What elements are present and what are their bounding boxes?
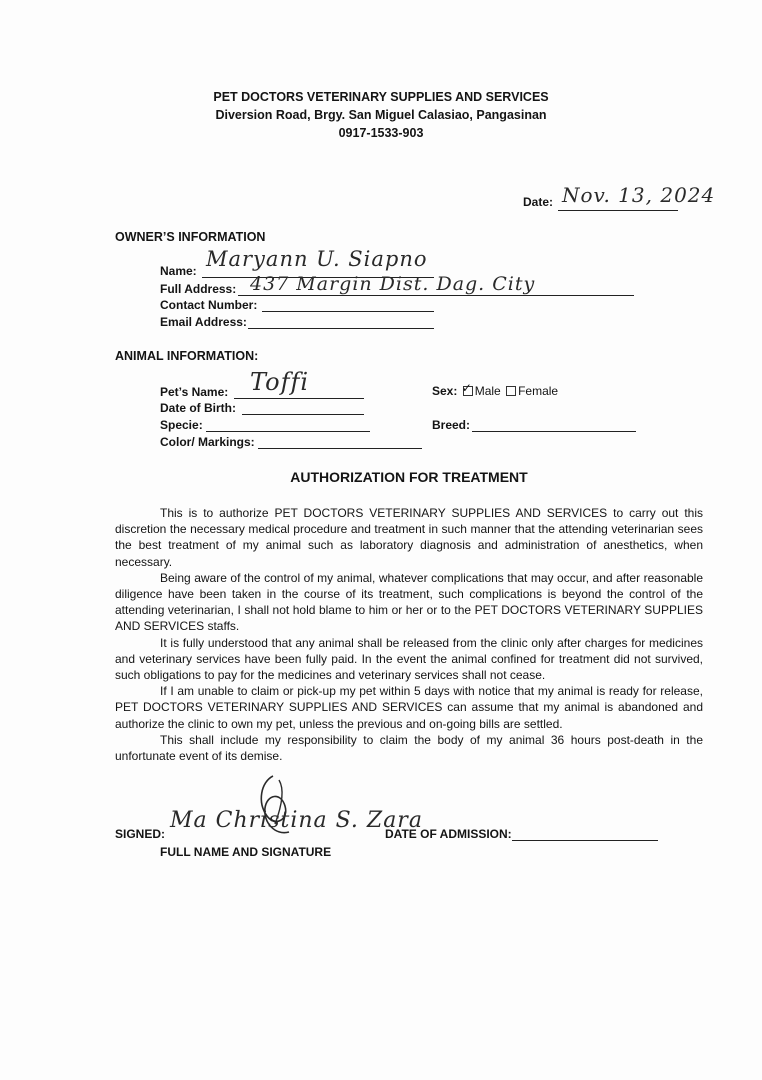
authorization-paragraph: If I am unable to claim or pick-up my pet within 5 days with notice that my animal is ready for release, PET DOCTORS VETERINARY SUPPLIES AND SERVICES can assume that my animal is abandoned and authorize the clinic to own my pet, unless the previous and on-going bills are settled. — [115, 684, 703, 731]
check-mark-icon: ✓ — [461, 381, 472, 395]
owner-name-label: Name: — [160, 264, 197, 278]
dob-label: Date of Birth: — [160, 401, 236, 415]
authorization-paragraph: It is fully understood that any animal shall be released from the clinic only after charges for medicines and veterinary services have been fully paid. In the event the animal confined for treatment did not survived, such obligations to pay for the medicines and veterinary services shall not cease. — [115, 635, 703, 683]
pet-name-handwritten: Toffi — [250, 368, 310, 396]
color-markings-label: Color/ Markings: — [160, 435, 255, 449]
pet-name-line — [234, 398, 364, 399]
email-address-line — [248, 328, 434, 329]
owner-name-handwritten: Maryann U. Siapno — [206, 247, 428, 271]
date-of-admission-label: DATE OF ADMISSION: — [385, 827, 512, 841]
breed-line — [472, 431, 636, 432]
email-address-label: Email Address: — [160, 315, 247, 329]
full-name-signature-caption: FULL NAME AND SIGNATURE — [160, 845, 332, 859]
female-checkbox — [506, 386, 516, 396]
animal-section-title: ANIMAL INFORMATION: — [115, 349, 259, 363]
male-option-label: Male — [474, 384, 501, 398]
authorization-body — [115, 505, 703, 764]
date-handwritten: Nov. 13, 2024 — [562, 183, 716, 207]
authorization-title: AUTHORIZATION FOR TREATMENT — [290, 469, 528, 485]
company-phone: 0917-1533-903 — [338, 126, 424, 140]
sex-field — [432, 381, 559, 398]
color-markings-line — [258, 448, 422, 449]
dob-line — [242, 414, 364, 415]
company-address: Diversion Road, Brgy. San Miguel Calasiao, Pangasinan — [215, 108, 547, 122]
sex-label: Sex: — [432, 384, 458, 398]
date-label: Date: — [523, 195, 554, 209]
owner-address-label: Full Address: — [160, 282, 237, 296]
signature-flourish-icon — [245, 772, 305, 842]
date-line — [558, 210, 678, 211]
owner-address-handwritten: 437 Margin Dist. Dag. City — [250, 273, 536, 295]
signed-label: SIGNED: — [115, 827, 166, 841]
authorization-paragraph: This shall include my responsibility to claim the body of my animal 36 hours post-death in the unfortunate event of its demise. — [115, 732, 703, 764]
contact-number-line — [262, 311, 434, 312]
company-name: PET DOCTORS VETERINARY SUPPLIES AND SERVICES — [213, 90, 549, 104]
contact-number-label: Contact Number: — [160, 298, 258, 312]
owner-address-line — [238, 295, 634, 296]
authorization-paragraph: This is to authorize PET DOCTORS VETERINARY SUPPLIES AND SERVICES to carry out this discretion the necessary medical procedure and treatment in such manner that the attending veterinarian sees the best treatment of my animal such as laboratory diagnosis and administration of anesthetics, when necessary. — [115, 506, 703, 569]
male-checkbox — [461, 381, 473, 396]
signature-handwritten: Ma Christina S. Zara — [170, 808, 423, 833]
pet-name-label: Pet’s Name: — [160, 385, 229, 399]
date-of-admission-line — [512, 840, 658, 841]
breed-label: Breed: — [432, 418, 471, 432]
authorization-paragraph: Being aware of the control of my animal, whatever complications that may occur, and after reasonable diligence have been taken in the course of its treatment, such complications is beyond the control of the attending veterinarian, I shall not hold blame to him or her or to the PET DOCTORS VETERINARY SUPPLIES AND SERVICES staffs. — [115, 570, 703, 634]
female-option-label: Female — [518, 384, 559, 398]
specie-label: Specie: — [160, 418, 203, 432]
owner-section-title: OWNER’S INFORMATION — [115, 230, 266, 244]
specie-line — [206, 431, 370, 432]
